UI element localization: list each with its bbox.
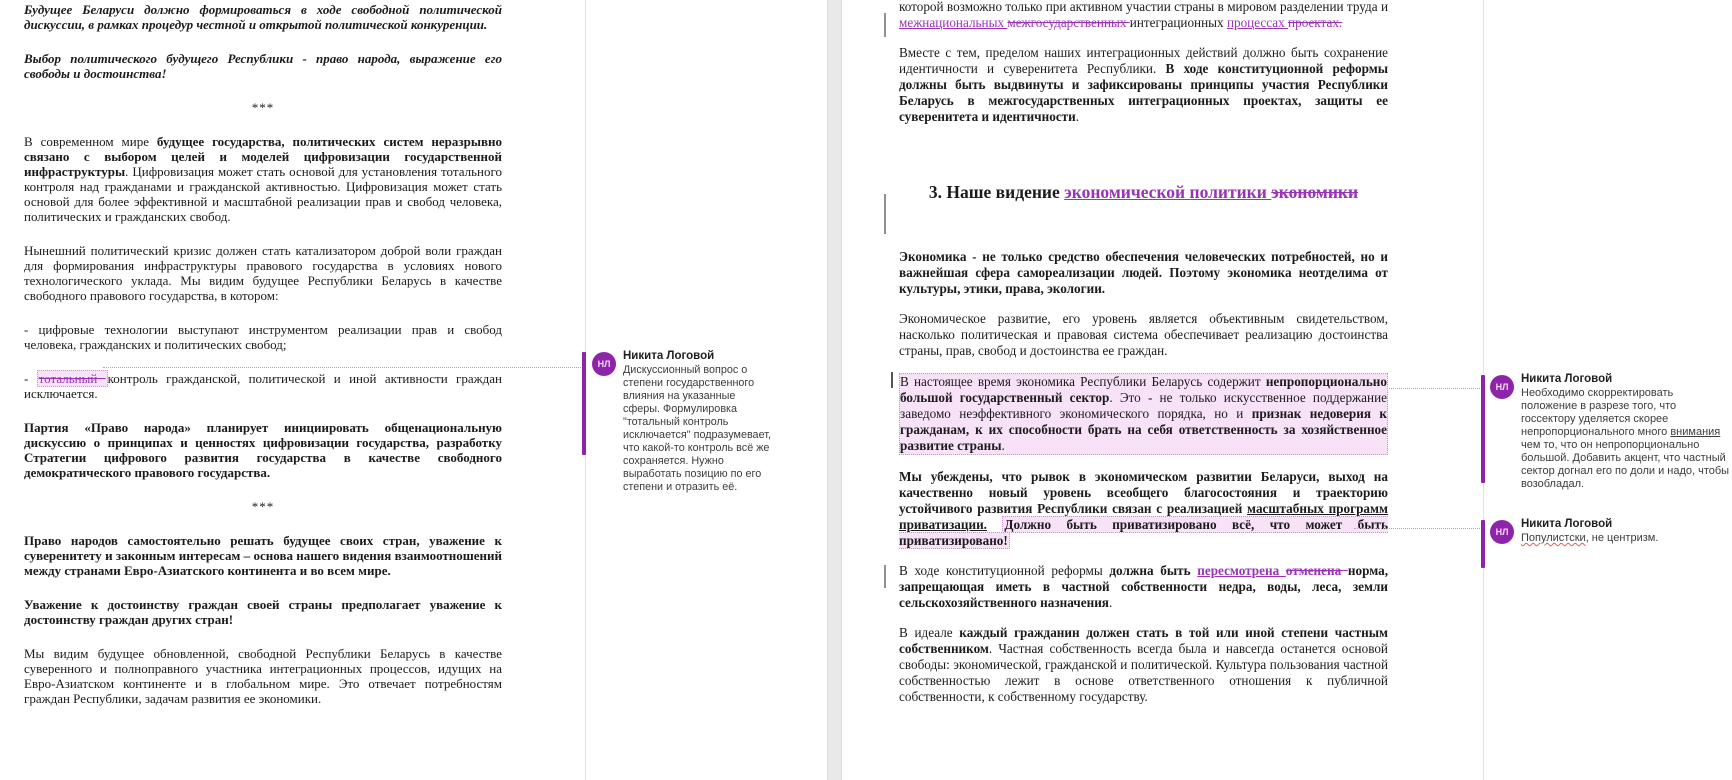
page-text-right[interactable]: [899, 0, 1388, 719]
paragraph-economic-development[interactable]: [899, 311, 1388, 359]
paragraph-renewed-belarus[interactable]: [24, 646, 502, 706]
text-run-b: признак недоверия к гражданам, к их способности брать на себя ответственность за хозяйственное развитие страны: [900, 406, 1387, 453]
text-run-b: норма, запрещающая иметь в частной собственности недра, воды, леса, земли сельскохозяйственного назначения: [899, 563, 1388, 610]
text-cursor: [891, 372, 893, 388]
text-run: В ходе конституционной реформы: [899, 563, 1110, 578]
text-run: ***: [251, 499, 275, 514]
text-run: Нынешний политический кризис должен стать катализатором доброй воли граждан для формирования инфраструктуры правового государства в условиях нового технологического уклада. Мы видим будущее Республики Беларусь в качестве свободного правового государства, в котором:: [24, 243, 502, 303]
text-run: . Цифровизация может стать основой для установления тотального контроля над гражданами и гражданской активностью. Цифровизация может стать основой для более эффективной и масштабной реализации прав и свобод человека, политических и гражданских свобод.: [24, 164, 502, 224]
comment-author: Никита Логовой: [1521, 373, 1613, 385]
paragraph-private-owner[interactable]: [899, 625, 1388, 705]
paragraph-peoples-right[interactable]: [24, 533, 502, 578]
text-run-ins: экономической политики: [1064, 182, 1272, 202]
paragraph-intro-1[interactable]: [24, 2, 502, 32]
change-bar: [884, 194, 886, 234]
text-run: .: [1075, 109, 1080, 124]
comment-author: Никита Логовой: [623, 350, 715, 362]
avatar: [1490, 520, 1514, 544]
text-run: Дискуссионный вопрос о степени государственного влияния на указанные сферы. Формулировка "тотальный контроль исключается" подразумевает, что какой-то контроль всё же сохраняется. Нужно выработать позицию по его степени и отразить её.: [623, 364, 771, 493]
text-run-b-ins: пересмотрена: [1197, 563, 1286, 578]
text-run: Необходимо скорректировать положение в разрезе того, что госсектору уделяется скорее непропорционального много: [1521, 387, 1677, 438]
comment-text: [623, 364, 774, 494]
text-run-b: [987, 517, 1002, 532]
text-run-b-i: Будущее Беларуси должно формироваться в ходе свободной политической дискуссии, в рамках процедур честной и открытой политической конкуренции.: [24, 2, 502, 32]
change-bar: [884, 565, 886, 588]
text-run: . Частная собственность всегда была и навсегда останется основой свободы: экономической, гражданской и политической. Культура пользования частной собственностью лежит в основе ответственного отношения к публичной собственности, к собственному государству.: [899, 641, 1388, 704]
text-run-b: Уважение к достоинству граждан своей страны предполагает уважение к достоинству граждан других стран!: [24, 597, 502, 627]
list-item-digital-tech[interactable]: [24, 322, 502, 352]
comment-card[interactable]: [1490, 518, 1732, 545]
text-run: которой возможно только при активном участии страны в мировом разделении труда и: [899, 0, 1388, 14]
section-separator[interactable]: [24, 100, 502, 115]
avatar: [1490, 375, 1514, 399]
text-run-b-hl: Должно быть приватизировано всё, что может быть приватизировано!: [899, 517, 1388, 548]
text-run: Мы видим будущее обновленной, свободной Республики Беларусь в качестве суверенного и полноправного участника интеграционных процессов, идущих на Евро-Азиатском континенте и в глобальном мире. Это отвечает потребностям граждан Республики, задачам развития ее экономики.: [24, 646, 502, 706]
comment-text: [1521, 532, 1732, 545]
paragraph-state-sector-commented[interactable]: [899, 373, 1388, 455]
paragraph-economy-definition[interactable]: [899, 249, 1388, 297]
text-run-sq: Популистски: [1521, 532, 1586, 544]
paragraph-party-plan[interactable]: [24, 420, 502, 480]
comment-card[interactable]: [592, 350, 774, 494]
paragraph-constitutional-norm[interactable]: [899, 563, 1388, 611]
text-run: . Это - не только искусственное поддержание заведомо неэффективного экономического порядка, но и: [900, 390, 1387, 421]
text-run-del: проектах.: [1288, 15, 1343, 30]
comment-card[interactable]: [1490, 373, 1732, 491]
text-run-ins: процессах: [1226, 15, 1289, 30]
paragraph-integration-tail[interactable]: [899, 0, 1388, 31]
text-run: -: [24, 371, 37, 386]
text-run-b: Экономика - не только средство обеспечения человеческих потребностей, но и важнейшая сфера самореализации людей. Поэтому экономика неотделима от культуры, этики, права, экологии.: [899, 249, 1388, 296]
paragraph-dignity[interactable]: [24, 597, 502, 627]
paragraph-digitalization[interactable]: [24, 134, 502, 224]
text-run: - цифровые технологии выступают инструментом реализации прав и свобод человека, гражданских и политических свобод;: [24, 322, 502, 352]
text-run-ins: межнациональных: [899, 15, 1008, 30]
comment-thread-bar[interactable]: [582, 352, 586, 455]
text-run-b: непропорционально большой государственный сектор: [900, 374, 1387, 405]
text-run-b-del: отменена: [1285, 563, 1348, 578]
text-run: В настоящее время экономика Республики Беларусь содержит: [900, 374, 1266, 389]
text-run-del: межгосударственных: [1007, 15, 1130, 30]
text-run-b: должна быть: [1109, 563, 1198, 578]
text-run-hl-del: тотальный: [38, 371, 106, 386]
text-run: , не центризм.: [1585, 532, 1659, 544]
paragraph-crisis[interactable]: [24, 243, 502, 303]
text-run-b: В ходе конституционной реформы должны быть выдвинуты и зафиксированы принципы участия Республики Беларусь в межгосударственных интеграционных проектах, защиты ее суверенитета и идентичности: [899, 61, 1389, 124]
comment-text: [1521, 387, 1732, 491]
text-run: 3. Наше видение: [928, 182, 1065, 202]
text-run-b: Мы убеждены, что рывок в экономическом развитии Беларуси, выход на качественно новый уровень всеобщего благосостояния и траекторию устойчивого развития Республики связан с реализацией: [899, 469, 1388, 516]
comment-thread-bar[interactable]: [1481, 375, 1485, 483]
avatar-initials: НЛ: [1495, 527, 1509, 537]
page-view-left: [0, 0, 827, 780]
page-text-left[interactable]: [24, 2, 502, 725]
text-run: чем то, что он непропорционально большой. Добавить акцент, что частный сектор догнал его по доли и надо, чтобы возобладал.: [1521, 439, 1730, 490]
text-run-u: внимания: [1670, 426, 1721, 438]
page-gap: [827, 0, 842, 780]
text-run: В современном мире: [24, 134, 157, 149]
text-run-b: будущее государства, политических систем неразрывно связано с выбором целей и моделей цифровизации государственной инфраструктуры: [24, 134, 502, 179]
comment-connector-line: [1354, 528, 1482, 529]
page-view-right: [842, 0, 1732, 780]
comment-connector-line: [1389, 388, 1482, 389]
comment-thread-bar[interactable]: [1481, 520, 1485, 568]
heading-section-3[interactable]: [899, 181, 1388, 203]
text-run-b: каждый гражданин должен стать в той или иной степени частным собственником: [899, 625, 1389, 656]
text-run: В идеале: [899, 625, 960, 640]
text-run-b-u: масштабных программ приватизации.: [899, 501, 1388, 532]
avatar: [592, 352, 616, 376]
text-run: интеграционных: [1129, 15, 1227, 30]
text-run-del: экономики: [1271, 182, 1359, 202]
comment-author: Никита Логовой: [1521, 518, 1613, 530]
avatar-initials: НЛ: [1495, 382, 1509, 392]
paragraph-privatization[interactable]: [899, 469, 1388, 549]
text-run-b: Партия «Право народа» планирует инициировать общенациональную дискуссию о принципах и ценностях цифровизации государства, разработку Стратегии цифрового развития государства в качестве свободного демократического правового государства.: [24, 420, 502, 480]
section-separator[interactable]: [24, 499, 502, 514]
text-run-b: Право народов самостоятельно решать будущее своих стран, уважение к суверенитету и законным интересам – основа нашего видения взаимоотношений между странами Евро-Азиатского континента и во всем мире.: [24, 533, 502, 578]
list-item-total-control[interactable]: [24, 371, 502, 401]
change-bar: [884, 13, 886, 37]
text-run: Экономическое развитие, его уровень является объективным свидетельством, насколько политическая и правовая система обеспечивает реализацию достоинства страны, прав, свобод и достоинства ее граждан.: [899, 311, 1388, 358]
text-run-b-i: Выбор политического будущего Республики - право народа, выражение его свободы и достоинства!: [24, 51, 502, 81]
text-run: .: [1001, 438, 1005, 453]
text-run: .: [1108, 595, 1113, 610]
comment-connector-line: [103, 367, 583, 368]
text-run: ***: [251, 100, 275, 115]
paragraph-identity-limit[interactable]: [899, 45, 1388, 125]
avatar-initials: НЛ: [597, 359, 611, 369]
paragraph-intro-2[interactable]: [24, 51, 502, 81]
text-run: контроль гражданской, политической и иной активности граждан исключается.: [24, 371, 502, 401]
text-run: Вместе с тем, пределом наших интеграционных действий должно быть сохранение идентичности и суверенитета Республики.: [899, 45, 1388, 76]
